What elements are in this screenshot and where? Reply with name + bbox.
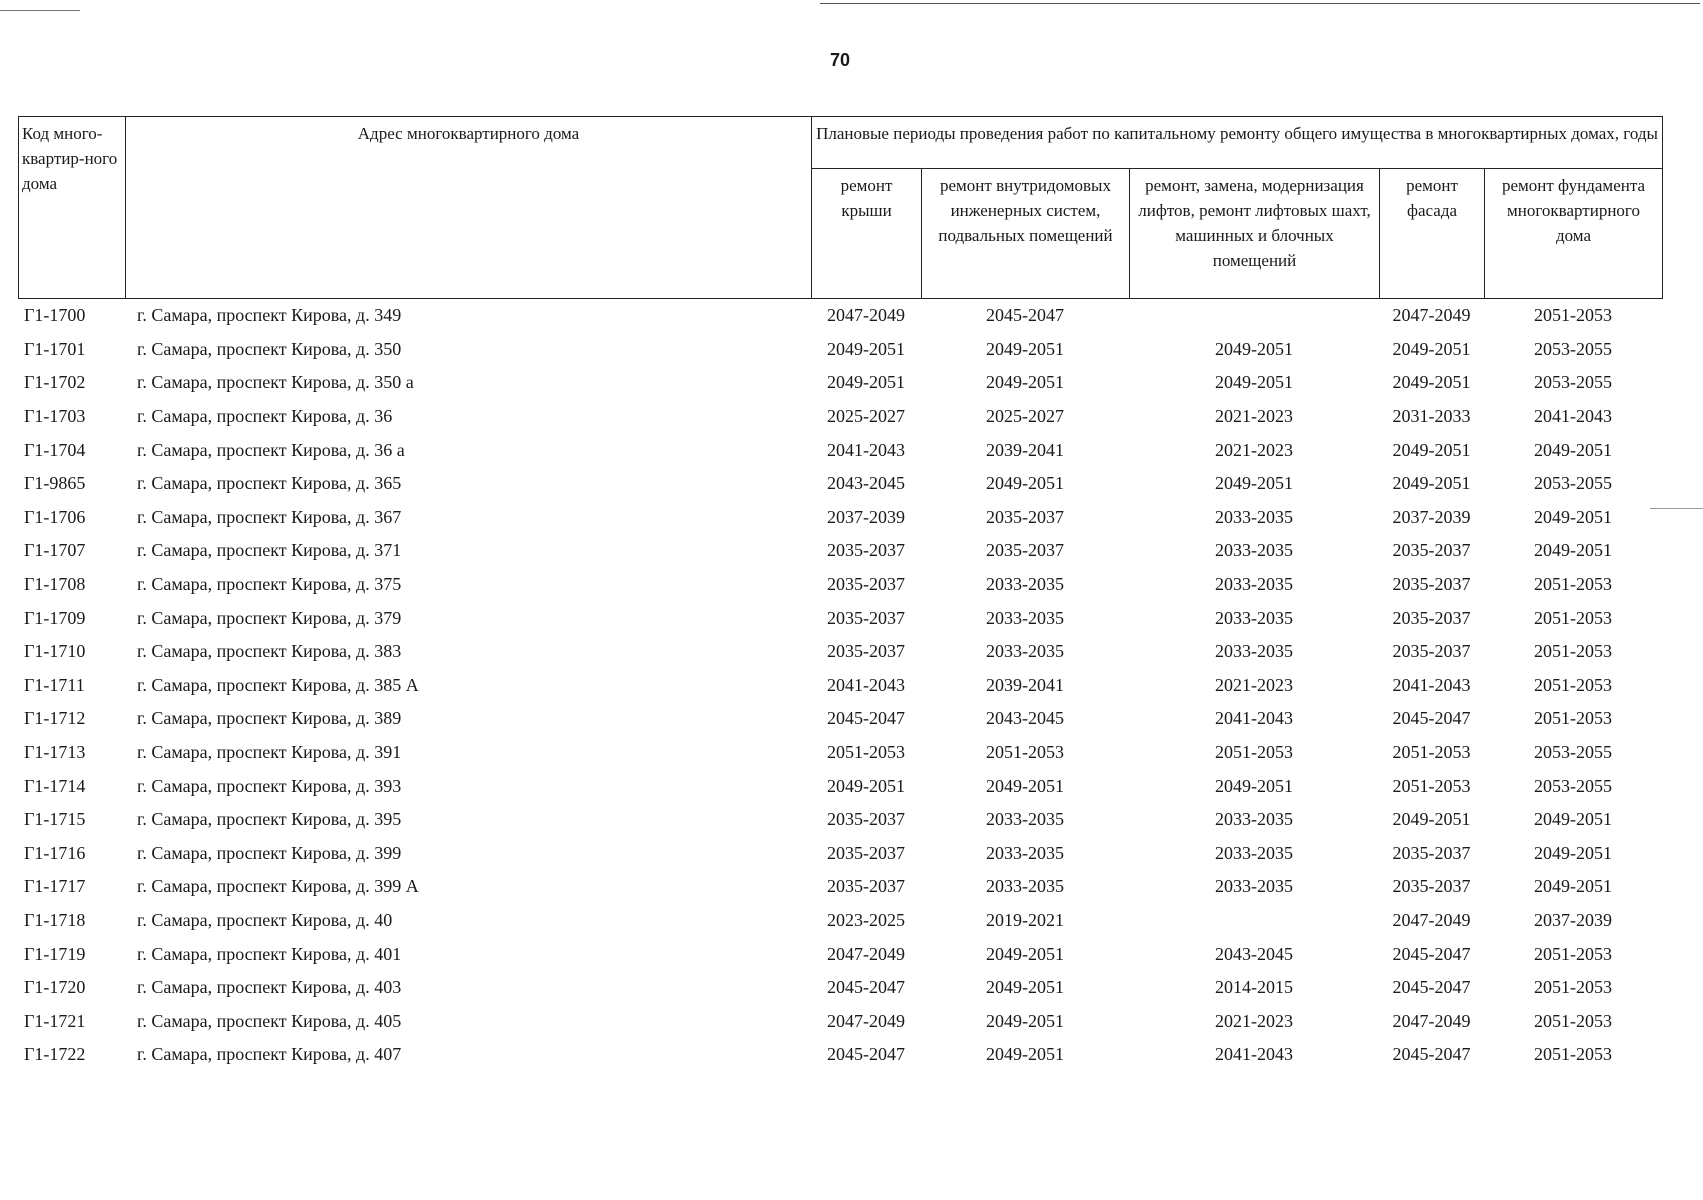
- cell-lifts: 2033-2035: [1215, 574, 1293, 595]
- cell-foundation: 2049-2051: [1534, 540, 1612, 561]
- cell-engineering: 2039-2041: [986, 674, 1064, 695]
- cell-facade: 2045-2047: [1392, 943, 1471, 964]
- cell-roof: 2051-2053: [827, 742, 905, 763]
- cell-roof: 2035-2037: [827, 842, 905, 863]
- cell-foundation: 2051-2053: [1534, 943, 1612, 964]
- table-row: [18, 501, 1662, 535]
- cell-foundation: 2051-2053: [1534, 1044, 1612, 1065]
- table-row: [18, 568, 1662, 602]
- cell-facade: 2051-2053: [1392, 775, 1471, 796]
- table-row: [18, 904, 1662, 938]
- cell-roof: 2047-2049: [827, 943, 905, 964]
- cell-facade: 2047-2049: [1392, 1010, 1471, 1031]
- cell-engineering: 2049-2051: [986, 775, 1064, 796]
- cell-lifts: [1129, 299, 1379, 333]
- cell-facade: 2049-2051: [1392, 372, 1471, 393]
- cell-address: г. Самара, проспект Кирова, д. 395: [137, 809, 402, 830]
- table-header: [18, 116, 1663, 299]
- header-engineering: ремонт внутридомовых инженерных систем, подвальных помещений: [922, 169, 1130, 299]
- cell-lifts: 2041-2043: [1215, 708, 1293, 729]
- cell-code: Г1-1715: [24, 809, 86, 830]
- cell-facade: 2047-2049: [1392, 909, 1471, 930]
- cell-engineering: 2033-2035: [986, 641, 1064, 662]
- header-foundation: ремонт фундамента многоквартирного дома: [1485, 169, 1663, 299]
- cell-roof: 2043-2045: [827, 473, 905, 494]
- cell-foundation: 2053-2055: [1534, 372, 1612, 393]
- table-row: [18, 937, 1662, 971]
- table-row: [18, 669, 1662, 703]
- header-roof: ремонт крыши: [812, 169, 922, 299]
- cell-facade: 2049-2051: [1392, 809, 1471, 830]
- cell-lifts: 2033-2035: [1215, 540, 1293, 561]
- cell-facade: 2049-2051: [1392, 473, 1471, 494]
- cell-roof: 2047-2049: [827, 305, 905, 326]
- cell-engineering: 2033-2035: [986, 876, 1064, 897]
- cell-code: Г1-1714: [24, 775, 86, 796]
- cell-engineering: 2049-2051: [986, 473, 1064, 494]
- cell-code: Г1-1710: [24, 641, 86, 662]
- cell-lifts: 2021-2023: [1215, 439, 1293, 460]
- cell-lifts: 2021-2023: [1215, 406, 1293, 427]
- cell-code: Г1-1713: [24, 742, 86, 763]
- cell-facade: 2047-2049: [1392, 305, 1471, 326]
- cell-lifts: 2041-2043: [1215, 1044, 1293, 1065]
- cell-facade: 2035-2037: [1392, 641, 1471, 662]
- header-code: Код много-квартир-ного дома: [19, 117, 126, 299]
- cell-foundation: 2053-2055: [1534, 338, 1612, 359]
- cell-code: Г1-1708: [24, 574, 86, 595]
- cell-roof: 2025-2027: [827, 406, 905, 427]
- cell-lifts: 2021-2023: [1215, 674, 1293, 695]
- cell-facade: 2031-2033: [1392, 406, 1471, 427]
- cell-code: Г1-1712: [24, 708, 86, 729]
- table-row: [18, 736, 1662, 770]
- cell-foundation: 2049-2051: [1534, 439, 1612, 460]
- cell-roof: 2035-2037: [827, 607, 905, 628]
- cell-engineering: 2033-2035: [986, 809, 1064, 830]
- header-lifts: ремонт, замена, модернизация лифтов, ремонт лифтовых шахт, машинных и блочных помещений: [1130, 169, 1380, 299]
- data-table: [18, 299, 1662, 1072]
- cell-roof: 2035-2037: [827, 641, 905, 662]
- cell-lifts: 2049-2051: [1215, 473, 1293, 494]
- cell-facade: 2035-2037: [1392, 607, 1471, 628]
- cell-foundation: 2051-2053: [1534, 305, 1612, 326]
- cell-address: г. Самара, проспект Кирова, д. 403: [137, 977, 402, 998]
- cell-engineering: 2049-2051: [986, 372, 1064, 393]
- table-row: [18, 769, 1662, 803]
- cell-engineering: 2019-2021: [986, 909, 1064, 930]
- cell-foundation: 2049-2051: [1534, 842, 1612, 863]
- cell-code: Г1-1700: [24, 305, 86, 326]
- cell-address: г. Самара, проспект Кирова, д. 379: [137, 607, 402, 628]
- cell-roof: 2037-2039: [827, 506, 905, 527]
- cell-lifts: 2051-2053: [1215, 742, 1293, 763]
- cell-address: г. Самара, проспект Кирова, д. 385 А: [137, 674, 419, 695]
- cell-facade: 2041-2043: [1392, 674, 1471, 695]
- cell-facade: 2035-2037: [1392, 574, 1471, 595]
- cell-engineering: 2033-2035: [986, 842, 1064, 863]
- cell-lifts: 2043-2045: [1215, 943, 1293, 964]
- cell-roof: 2041-2043: [827, 439, 905, 460]
- page-number: 70: [829, 50, 851, 70]
- table-row: [18, 870, 1662, 904]
- cell-engineering: 2033-2035: [986, 574, 1064, 595]
- header-facade: ремонт фасада: [1380, 169, 1485, 299]
- scan-artifact-top-left: [0, 10, 80, 11]
- cell-engineering: 2049-2051: [986, 1010, 1064, 1031]
- cell-address: г. Самара, проспект Кирова, д. 383: [137, 641, 402, 662]
- cell-code: Г1-1721: [24, 1010, 86, 1031]
- cell-facade: 2051-2053: [1392, 742, 1471, 763]
- cell-facade: 2045-2047: [1392, 708, 1471, 729]
- cell-engineering: 2051-2053: [986, 742, 1064, 763]
- cell-facade: 2045-2047: [1392, 977, 1471, 998]
- cell-engineering: 2043-2045: [986, 708, 1064, 729]
- table-row: [18, 366, 1662, 400]
- cell-roof: 2045-2047: [827, 1044, 905, 1065]
- cell-code: Г1-1722: [24, 1044, 86, 1065]
- cell-engineering: 2039-2041: [986, 439, 1064, 460]
- cell-roof: 2045-2047: [827, 977, 905, 998]
- cell-foundation: 2051-2053: [1534, 977, 1612, 998]
- cell-code: Г1-1707: [24, 540, 86, 561]
- cell-facade: 2049-2051: [1392, 439, 1471, 460]
- table-row: [18, 837, 1662, 871]
- cell-roof: 2035-2037: [827, 876, 905, 897]
- cell-engineering: 2049-2051: [986, 1044, 1064, 1065]
- cell-lifts: 2014-2015: [1215, 977, 1293, 998]
- cell-facade: 2045-2047: [1392, 1044, 1471, 1065]
- cell-address: г. Самара, проспект Кирова, д. 399 А: [137, 876, 419, 897]
- cell-address: г. Самара, проспект Кирова, д. 367: [137, 506, 402, 527]
- cell-lifts: 2033-2035: [1215, 876, 1293, 897]
- cell-engineering: 2049-2051: [986, 338, 1064, 359]
- cell-roof: 2023-2025: [827, 909, 905, 930]
- cell-roof: 2049-2051: [827, 775, 905, 796]
- header-periods: Плановые периоды проведения работ по капитальному ремонту общего имущества в многоквартирных домах, годы: [812, 117, 1663, 169]
- cell-code: Г1-1709: [24, 607, 86, 628]
- table-row: [18, 971, 1662, 1005]
- cell-foundation: 2037-2039: [1534, 909, 1612, 930]
- cell-lifts: 2049-2051: [1215, 338, 1293, 359]
- cell-code: Г1-1711: [24, 674, 85, 695]
- cell-foundation: 2053-2055: [1534, 473, 1612, 494]
- cell-address: г. Самара, проспект Кирова, д. 393: [137, 775, 402, 796]
- cell-code: Г1-1719: [24, 943, 86, 964]
- cell-engineering: 2035-2037: [986, 506, 1064, 527]
- cell-code: Г1-1716: [24, 842, 86, 863]
- cell-address: г. Самара, проспект Кирова, д. 401: [137, 943, 402, 964]
- cell-roof: 2035-2037: [827, 540, 905, 561]
- cell-lifts: 2033-2035: [1215, 809, 1293, 830]
- table-row: [18, 803, 1662, 837]
- cell-address: г. Самара, проспект Кирова, д. 36 а: [137, 439, 405, 460]
- cell-roof: 2045-2047: [827, 708, 905, 729]
- cell-roof: 2047-2049: [827, 1010, 905, 1031]
- cell-code: Г1-1706: [24, 506, 86, 527]
- cell-foundation: 2051-2053: [1534, 674, 1612, 695]
- cell-foundation: 2049-2051: [1534, 809, 1612, 830]
- cell-lifts: 2033-2035: [1215, 607, 1293, 628]
- cell-code: Г1-1701: [24, 338, 86, 359]
- cell-facade: 2049-2051: [1392, 338, 1471, 359]
- cell-foundation: 2053-2055: [1534, 742, 1612, 763]
- cell-foundation: 2041-2043: [1534, 406, 1612, 427]
- table-row: [18, 1004, 1662, 1038]
- cell-facade: 2035-2037: [1392, 842, 1471, 863]
- cell-facade: 2035-2037: [1392, 540, 1471, 561]
- cell-lifts: 2033-2035: [1215, 842, 1293, 863]
- cell-roof: 2049-2051: [827, 338, 905, 359]
- cell-address: г. Самара, проспект Кирова, д. 350: [137, 338, 402, 359]
- cell-address: г. Самара, проспект Кирова, д. 399: [137, 842, 402, 863]
- table-row: [18, 534, 1662, 568]
- cell-facade: 2035-2037: [1392, 876, 1471, 897]
- cell-foundation: 2049-2051: [1534, 876, 1612, 897]
- header-address: Адрес многоквартирного дома: [126, 117, 812, 299]
- cell-foundation: 2049-2051: [1534, 506, 1612, 527]
- cell-foundation: 2051-2053: [1534, 607, 1612, 628]
- cell-roof: 2035-2037: [827, 809, 905, 830]
- cell-address: г. Самара, проспект Кирова, д. 371: [137, 540, 402, 561]
- cell-engineering: 2049-2051: [986, 977, 1064, 998]
- cell-code: Г1-1720: [24, 977, 86, 998]
- table-row: [18, 1038, 1662, 1072]
- table-row: [18, 702, 1662, 736]
- cell-lifts: 2033-2035: [1215, 641, 1293, 662]
- cell-lifts: 2033-2035: [1215, 506, 1293, 527]
- cell-roof: 2041-2043: [827, 674, 905, 695]
- cell-code: Г1-1704: [24, 439, 86, 460]
- table-row: [18, 333, 1662, 367]
- cell-code: Г1-1703: [24, 406, 86, 427]
- cell-lifts: 2049-2051: [1215, 775, 1293, 796]
- table-row: [18, 635, 1662, 669]
- cell-foundation: 2051-2053: [1534, 574, 1612, 595]
- cell-engineering: 2033-2035: [986, 607, 1064, 628]
- cell-code: Г1-9865: [24, 473, 86, 494]
- cell-address: г. Самара, проспект Кирова, д. 389: [137, 708, 402, 729]
- cell-engineering: 2049-2051: [986, 943, 1064, 964]
- cell-facade: 2037-2039: [1392, 506, 1471, 527]
- cell-address: г. Самара, проспект Кирова, д. 350 а: [137, 372, 414, 393]
- cell-code: Г1-1718: [24, 909, 86, 930]
- cell-engineering: 2045-2047: [986, 305, 1064, 326]
- cell-code: Г1-1717: [24, 876, 86, 897]
- cell-lifts: [1129, 904, 1379, 938]
- table-body: [18, 299, 1662, 1072]
- cell-engineering: 2025-2027: [986, 406, 1064, 427]
- table-row: [18, 299, 1662, 333]
- cell-address: г. Самара, проспект Кирова, д. 365: [137, 473, 402, 494]
- cell-foundation: 2053-2055: [1534, 775, 1612, 796]
- cell-address: г. Самара, проспект Кирова, д. 36: [137, 406, 393, 427]
- cell-address: г. Самара, проспект Кирова, д. 407: [137, 1044, 402, 1065]
- cell-code: Г1-1702: [24, 372, 86, 393]
- cell-address: г. Самара, проспект Кирова, д. 375: [137, 574, 402, 595]
- table-row: [18, 433, 1662, 467]
- table-row: [18, 601, 1662, 635]
- cell-foundation: 2051-2053: [1534, 641, 1612, 662]
- cell-foundation: 2051-2053: [1534, 1010, 1612, 1031]
- cell-address: г. Самара, проспект Кирова, д. 349: [137, 305, 402, 326]
- cell-roof: 2049-2051: [827, 372, 905, 393]
- cell-roof: 2035-2037: [827, 574, 905, 595]
- cell-address: г. Самара, проспект Кирова, д. 40: [137, 909, 393, 930]
- scan-artifact-top-right: [820, 3, 1700, 4]
- cell-address: г. Самара, проспект Кирова, д. 391: [137, 742, 402, 763]
- table-row: [18, 400, 1662, 434]
- cell-address: г. Самара, проспект Кирова, д. 405: [137, 1010, 402, 1031]
- cell-foundation: 2051-2053: [1534, 708, 1612, 729]
- table-row: [18, 467, 1662, 501]
- cell-lifts: 2021-2023: [1215, 1010, 1293, 1031]
- cell-engineering: 2035-2037: [986, 540, 1064, 561]
- cell-lifts: 2049-2051: [1215, 372, 1293, 393]
